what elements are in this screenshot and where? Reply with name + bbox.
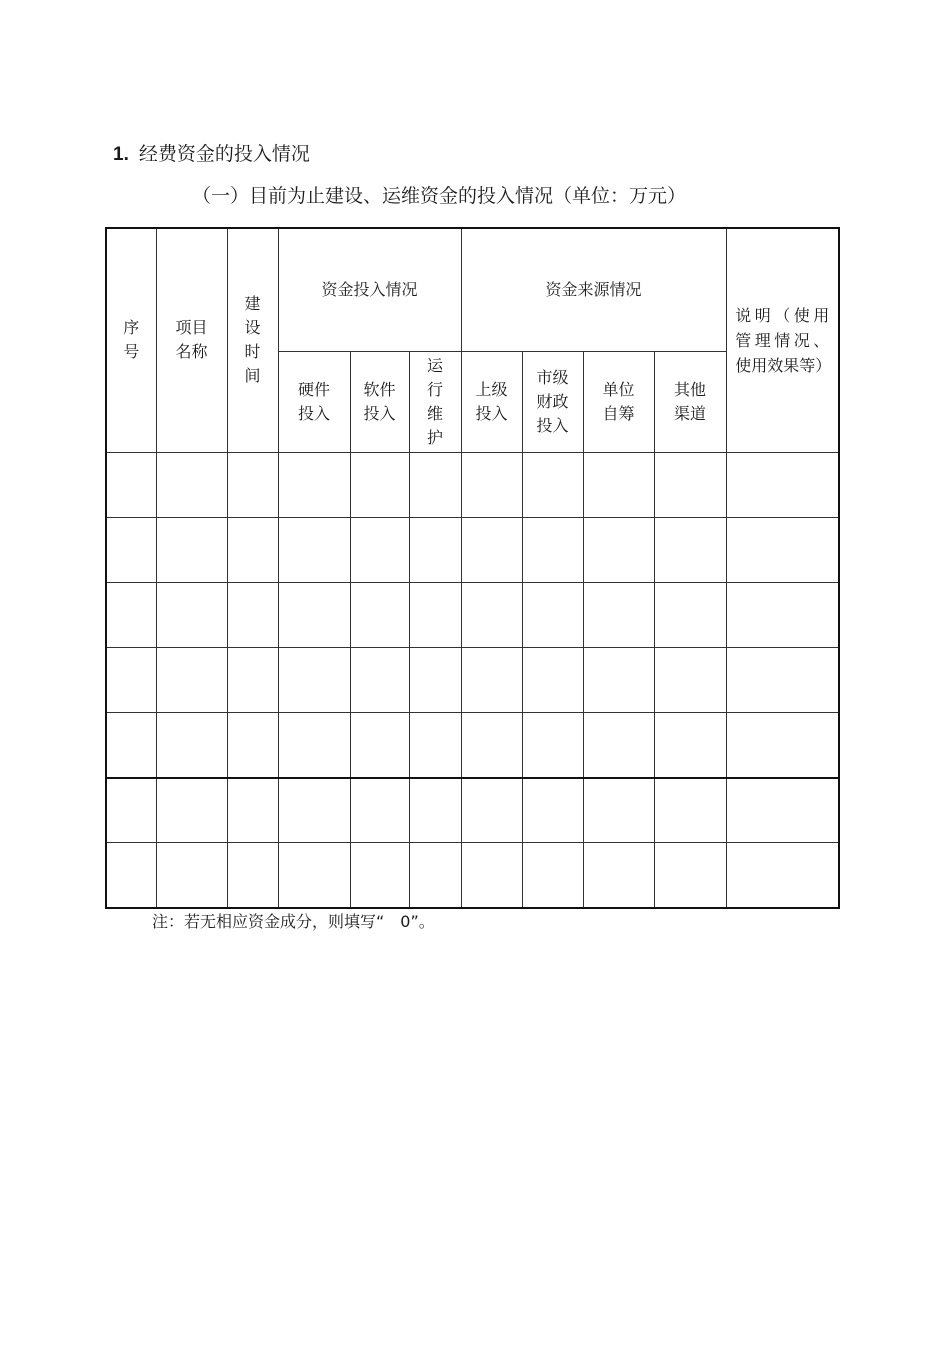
- header-name: 项目名称: [156, 228, 227, 452]
- table-cell[interactable]: [350, 843, 409, 908]
- table-cell[interactable]: [726, 648, 839, 713]
- header-municipal: 市级财政投入: [522, 351, 583, 452]
- table-cell[interactable]: [106, 452, 156, 517]
- table-cell[interactable]: [227, 843, 278, 908]
- table-cell[interactable]: [654, 843, 726, 908]
- table-cell[interactable]: [106, 843, 156, 908]
- header-time: 建设时间: [227, 228, 278, 452]
- table-cell[interactable]: [583, 843, 654, 908]
- table-cell[interactable]: [350, 517, 409, 582]
- table-cell[interactable]: [156, 648, 227, 713]
- table-cell[interactable]: [583, 778, 654, 843]
- table-cell[interactable]: [461, 583, 522, 648]
- footnote: 注：若无相应资金成分，则填写“ 0”。: [152, 912, 435, 931]
- section-title: 经费资金的投入情况: [138, 143, 310, 165]
- table-cell[interactable]: [227, 583, 278, 648]
- table-cell[interactable]: [583, 452, 654, 517]
- table-cell[interactable]: [583, 583, 654, 648]
- table-cell[interactable]: [156, 843, 227, 908]
- table-cell[interactable]: [522, 517, 583, 582]
- table-cell[interactable]: [106, 648, 156, 713]
- table-cell[interactable]: [409, 648, 461, 713]
- table-cell[interactable]: [350, 713, 409, 778]
- table-cell[interactable]: [227, 778, 278, 843]
- table-cell[interactable]: [156, 713, 227, 778]
- table-cell[interactable]: [461, 648, 522, 713]
- table-cell[interactable]: [522, 778, 583, 843]
- table-cell[interactable]: [726, 713, 839, 778]
- table-cell[interactable]: [278, 713, 350, 778]
- table-cell[interactable]: [522, 843, 583, 908]
- table-cell[interactable]: [409, 778, 461, 843]
- table-cell[interactable]: [461, 778, 522, 843]
- table-cell[interactable]: [106, 517, 156, 582]
- table-cell[interactable]: [278, 583, 350, 648]
- header-hardware: 硬件投入: [278, 351, 350, 452]
- table-cell[interactable]: [227, 713, 278, 778]
- table-cell[interactable]: [461, 452, 522, 517]
- table-cell[interactable]: [156, 778, 227, 843]
- table-cell[interactable]: [409, 583, 461, 648]
- table-row: [106, 452, 839, 517]
- table-cell[interactable]: [583, 517, 654, 582]
- table-cell[interactable]: [461, 517, 522, 582]
- table-cell[interactable]: [726, 517, 839, 582]
- table-cell[interactable]: [654, 713, 726, 778]
- section-number: 1.: [113, 144, 129, 165]
- table-row: [106, 583, 839, 648]
- table-cell[interactable]: [726, 452, 839, 517]
- table-cell[interactable]: [278, 778, 350, 843]
- table-cell[interactable]: [726, 843, 839, 908]
- table-cell[interactable]: [156, 452, 227, 517]
- table-cell[interactable]: [350, 778, 409, 843]
- header-maintenance: 运行维护: [409, 351, 461, 452]
- header-superior: 上级投入: [461, 351, 522, 452]
- funding-table: [105, 227, 840, 909]
- table-cell[interactable]: [350, 648, 409, 713]
- table-cell[interactable]: [654, 452, 726, 517]
- table-cell[interactable]: [522, 452, 583, 517]
- table-cell[interactable]: [227, 517, 278, 582]
- header-software: 软件投入: [350, 351, 409, 452]
- table-cell[interactable]: [227, 648, 278, 713]
- table-cell[interactable]: [654, 778, 726, 843]
- table-cell[interactable]: [583, 713, 654, 778]
- table-cell[interactable]: [227, 452, 278, 517]
- table-cell[interactable]: [654, 648, 726, 713]
- table-row: [106, 778, 839, 843]
- table-cell[interactable]: [156, 517, 227, 582]
- table-cell[interactable]: [106, 583, 156, 648]
- table-cell[interactable]: [461, 713, 522, 778]
- table-row: [106, 713, 839, 778]
- subsection-heading: （一）目前为止建设、运维资金的投入情况（单位：万元）: [192, 185, 687, 207]
- table-cell[interactable]: [409, 713, 461, 778]
- table-cell[interactable]: [654, 583, 726, 648]
- table-cell[interactable]: [409, 452, 461, 517]
- header-seq: 序号: [106, 228, 156, 452]
- header-description: 说明（使用管理情况、使用效果等）: [726, 228, 839, 452]
- table-cell[interactable]: [156, 583, 227, 648]
- table-row: [106, 517, 839, 582]
- header-self-raised: 单位自筹: [583, 351, 654, 452]
- table-cell[interactable]: [726, 583, 839, 648]
- table-cell[interactable]: [409, 517, 461, 582]
- table-cell[interactable]: [278, 648, 350, 713]
- header-other: 其他渠道: [654, 351, 726, 452]
- table-cell[interactable]: [522, 648, 583, 713]
- table-cell[interactable]: [583, 648, 654, 713]
- section-heading: [113, 141, 310, 168]
- table-cell[interactable]: [461, 843, 522, 908]
- table-cell[interactable]: [278, 517, 350, 582]
- header-investment-group: 资金投入情况: [278, 228, 461, 351]
- table-cell[interactable]: [409, 843, 461, 908]
- table-cell[interactable]: [726, 778, 839, 843]
- table-row: [106, 843, 839, 908]
- table-cell[interactable]: [106, 713, 156, 778]
- table-cell[interactable]: [522, 583, 583, 648]
- table-cell[interactable]: [278, 843, 350, 908]
- table-row: [106, 648, 839, 713]
- header-row-1: [106, 228, 839, 351]
- table-cell[interactable]: [654, 517, 726, 582]
- header-source-group: 资金来源情况: [461, 228, 726, 351]
- table-cell[interactable]: [350, 452, 409, 517]
- table-cell[interactable]: [106, 778, 156, 843]
- table-cell[interactable]: [350, 583, 409, 648]
- table-cell[interactable]: [278, 452, 350, 517]
- table-cell[interactable]: [522, 713, 583, 778]
